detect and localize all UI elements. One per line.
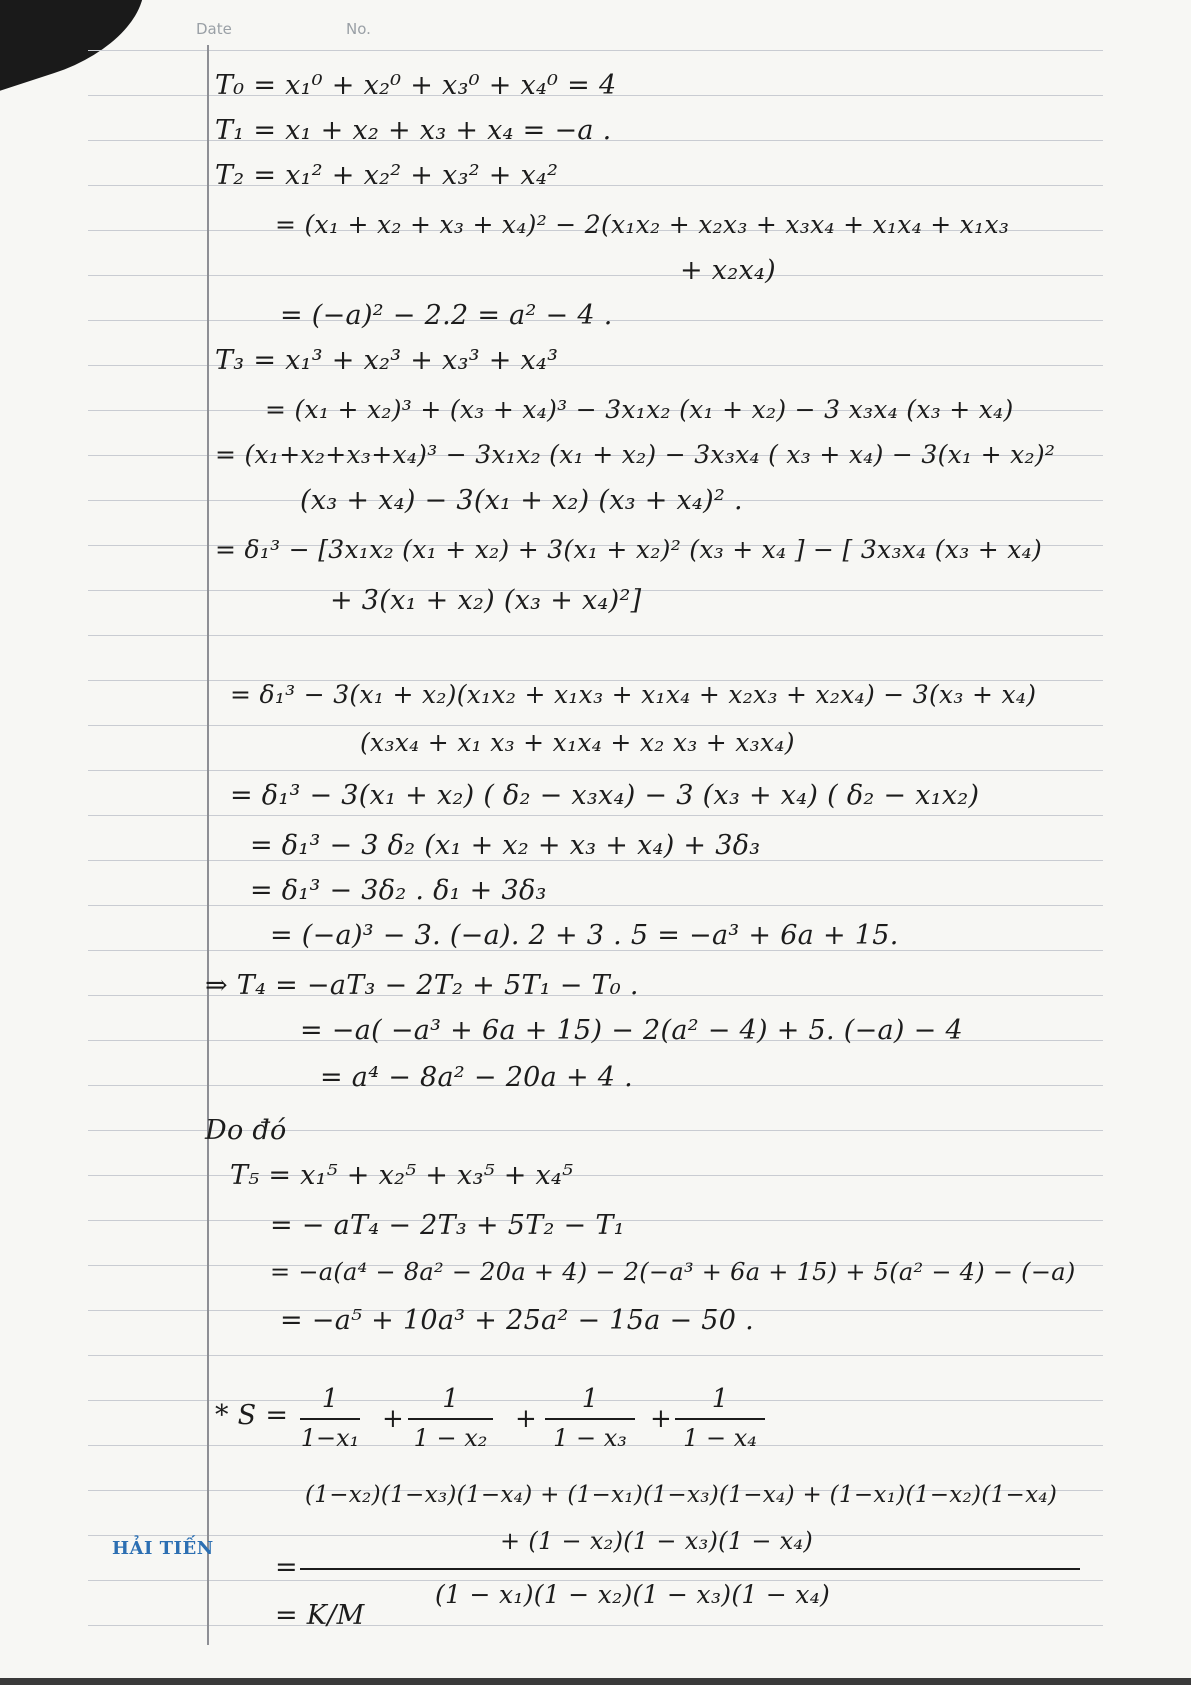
fraction-bar bbox=[545, 1418, 635, 1420]
math-line: (1−x₂)(1−x₃)(1−x₄) + (1−x₁)(1−x₃)(1−x₄) + (1−x₁)(1−x₂)(1−x₄) bbox=[305, 1482, 1058, 1508]
math-line: = δ₁³ − 3(x₁ + x₂)(x₁x₂ + x₁x₃ + x₁x₄ + x₂x₃ + x₂x₄) − 3(x₃ + x₄) bbox=[230, 680, 1037, 709]
math-line: = − aT₄ − 2T₃ + 5T₂ − T₁ bbox=[270, 1210, 625, 1241]
math-line: T₀ = x₁⁰ + x₂⁰ + x₃⁰ + x₄⁰ = 4 bbox=[215, 70, 617, 101]
math-line: T₁ = x₁ + x₂ + x₃ + x₄ = −a . bbox=[215, 115, 612, 146]
ruled-line bbox=[88, 1625, 1103, 1626]
fraction-denominator: 1−x₁ bbox=[300, 1424, 360, 1452]
number-label: No. bbox=[346, 20, 371, 38]
math-line: (1 − x₁)(1 − x₂)(1 − x₃)(1 − x₄) bbox=[435, 1580, 831, 1609]
fraction-numerator: 1 bbox=[442, 1384, 459, 1414]
math-line: * S = bbox=[215, 1400, 289, 1431]
math-line: (x₃ + x₄) − 3(x₁ + x₂) (x₃ + x₄)² . bbox=[300, 485, 743, 516]
math-line: = (x₁+x₂+x₃+x₄)³ − 3x₁x₂ (x₁ + x₂) − 3x₃x₄ ( x₃ + x₄) − 3(x₁ + x₂)² bbox=[215, 440, 1056, 469]
math-line: T₂ = x₁² + x₂² + x₃² + x₄² bbox=[215, 160, 559, 191]
math-line: + 3(x₁ + x₂) (x₃ + x₄)²] bbox=[330, 585, 642, 616]
ruled-line bbox=[88, 725, 1103, 726]
math-line: = a⁴ − 8a² − 20a + 4 . bbox=[320, 1062, 633, 1093]
math-line: T₃ = x₁³ + x₂³ + x₃³ + x₄³ bbox=[215, 345, 559, 376]
fraction-bar bbox=[675, 1418, 765, 1420]
math-line: = K/M bbox=[275, 1600, 365, 1631]
fraction bbox=[545, 1384, 635, 1452]
math-line: T₅ = x₁⁵ + x₂⁵ + x₃⁵ + x₄⁵ bbox=[230, 1160, 574, 1191]
math-line: + x₂x₄) bbox=[680, 255, 776, 286]
fraction-denominator: 1 − x₄ bbox=[683, 1424, 757, 1452]
math-line: = bbox=[275, 1552, 298, 1583]
fraction-numerator: 1 bbox=[321, 1384, 339, 1414]
math-line: = (x₁ + x₂)³ + (x₃ + x₄)³ − 3x₁x₂ (x₁ + x₂) − 3 x₃x₄ (x₃ + x₄) bbox=[265, 395, 1014, 424]
math-line: (x₃x₄ + x₁ x₃ + x₁x₄ + x₂ x₃ + x₃x₄) bbox=[360, 728, 795, 757]
math-line: Do đó bbox=[205, 1115, 287, 1146]
math-line: = δ₁³ − 3δ₂ . δ₁ + 3δ₃ bbox=[250, 875, 547, 906]
plus-sign: + bbox=[382, 1404, 404, 1434]
ruled-line bbox=[88, 50, 1103, 51]
math-line: + (1 − x₂)(1 − x₃)(1 − x₄) bbox=[500, 1527, 814, 1555]
plus-sign: + bbox=[515, 1404, 537, 1434]
math-line: = −a( −a³ + 6a + 15) − 2(a² − 4) + 5. (−a) − 4 bbox=[300, 1015, 963, 1046]
plus-sign: + bbox=[650, 1404, 672, 1434]
ruled-line bbox=[88, 1355, 1103, 1356]
fraction bbox=[675, 1384, 765, 1452]
ruled-line bbox=[88, 905, 1103, 906]
fraction-bar bbox=[408, 1418, 493, 1420]
math-line: = δ₁³ − [3x₁x₂ (x₁ + x₂) + 3(x₁ + x₂)² (x₃ + x₄ ] − [ 3x₃x₄ (x₃ + x₄) bbox=[215, 535, 1043, 564]
math-line: = δ₁³ − 3(x₁ + x₂) ( δ₂ − x₃x₄) − 3 (x₃ + x₄) ( δ₂ − x₁x₂) bbox=[230, 780, 980, 811]
ruled-line bbox=[88, 635, 1103, 636]
fraction-numerator: 1 bbox=[711, 1384, 729, 1414]
ruled-line bbox=[88, 770, 1103, 771]
fraction-bar bbox=[300, 1568, 1080, 1570]
math-line: = −a⁵ + 10a³ + 25a² − 15a − 50 . bbox=[280, 1305, 755, 1336]
ruled-line bbox=[88, 815, 1103, 816]
fraction-numerator: 1 bbox=[581, 1384, 599, 1414]
fraction-bar bbox=[300, 1418, 360, 1420]
corner-shadow bbox=[0, 0, 162, 97]
math-line: = δ₁³ − 3 δ₂ (x₁ + x₂ + x₃ + x₄) + 3δ₃ bbox=[250, 830, 761, 861]
fraction-denominator: 1 − x₂ bbox=[413, 1424, 488, 1452]
fraction bbox=[300, 1384, 360, 1452]
margin-line bbox=[207, 45, 209, 1645]
ruled-line bbox=[88, 275, 1103, 276]
fraction-denominator: 1 − x₃ bbox=[553, 1424, 627, 1452]
math-line: = (x₁ + x₂ + x₃ + x₄)² − 2(x₁x₂ + x₂x₃ + x₃x₄ + x₁x₄ + x₁x₃ bbox=[275, 210, 1010, 239]
math-line: = (−a)³ − 3. (−a). 2 + 3 . 5 = −a³ + 6a + 15. bbox=[270, 920, 899, 951]
math-line: = (−a)² − 2.2 = a² − 4 . bbox=[280, 300, 613, 331]
math-line: = −a(a⁴ − 8a² − 20a + 4) − 2(−a³ + 6a + 15) + 5(a² − 4) − (−a) bbox=[270, 1258, 1076, 1286]
date-label: Date bbox=[196, 20, 232, 38]
math-line: ⇒ T₄ = −aT₃ − 2T₂ + 5T₁ − T₀ . bbox=[205, 970, 639, 1001]
fraction bbox=[408, 1384, 493, 1452]
bottom-edge bbox=[0, 1678, 1191, 1685]
notebook-brand: HẢI TIẾN bbox=[112, 1538, 214, 1559]
